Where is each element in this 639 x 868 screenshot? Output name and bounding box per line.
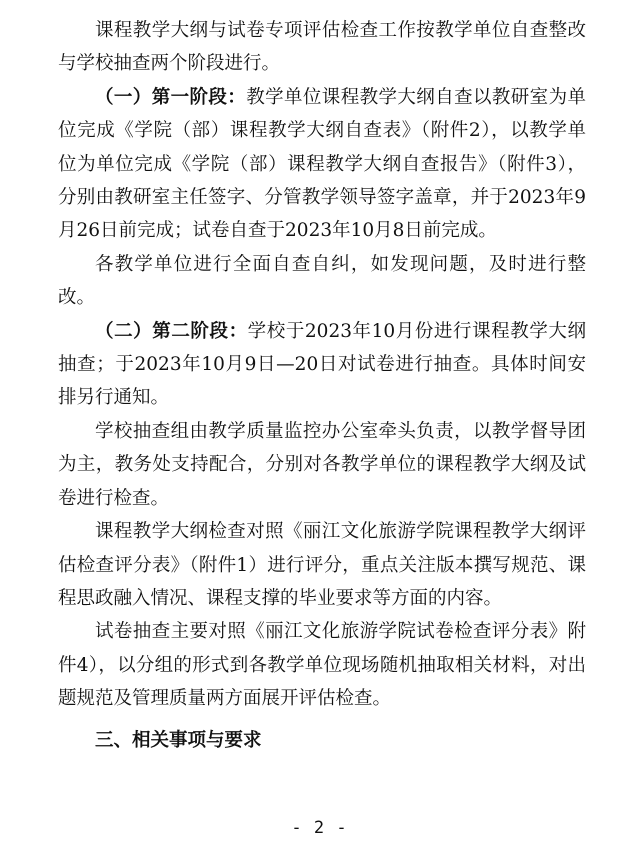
paragraph-syllabus-check — [58, 515, 586, 615]
paragraph-stage-two — [58, 315, 586, 415]
stage-one-heading: （一）第一阶段： — [95, 86, 247, 108]
paragraph-text: 试卷抽查主要对照《丽江文化旅游学院试卷检查评分表》附件4），以分组的形式到各教学单位现场随机抽取相关材料，对出题规范及管理质量两方面展开评估检查。 — [58, 621, 586, 710]
paragraph-text: 课程教学大纲检查对照《丽江文化旅游学院课程教学大纲评估检查评分表》（附件1）进行评分，重点关注版本撰写规范、课程思政融入情况、课程支撑的毕业要求等方面的内容。 — [58, 521, 586, 609]
document-body — [58, 14, 586, 758]
paragraph-self-correction — [58, 248, 586, 315]
paragraph-text: 各教学单位进行全面自查自纠，如发现问题，及时进行整改。 — [58, 253, 586, 309]
paragraph-text: 学校抽查组由教学质量监控办公室牵头负责，以教学督导团为主，教务处支持配合，分别对各教学单位的课程教学大纲及试卷进行检查。 — [58, 420, 586, 509]
paragraph-inspection-team — [58, 415, 586, 515]
paragraph-text: 课程教学大纲与试卷专项评估检查工作按教学单位自查整改与学校抽查两个阶段进行。 — [58, 20, 586, 75]
paragraph-text: 教学单位课程教学大纲自查以教研室为单位完成《学院（部）课程教学大纲自查表》（附件2），以教学单位为单位完成《学院（部）课程教学大纲自查报告》（附件3），分别由教研室主任签字、分管教学领导签字盖章，并于2023年9月26日前完成；试卷自查于2023年10月8日前完成。 — [58, 86, 586, 242]
section-heading: 三、相关事项与要求 — [95, 729, 262, 751]
paragraph-text: 学校于2023年10月份进行课程教学大纲抽查；于2023年10月9日—20日对试卷进行抽查。具体时间安排另行通知。 — [58, 320, 586, 409]
paragraph-overview — [58, 14, 586, 81]
paragraph-exam-check — [58, 615, 586, 715]
paragraph-stage-one — [58, 81, 586, 248]
page-number: - 2 - — [291, 818, 348, 838]
stage-two-heading: （二）第二阶段： — [95, 320, 248, 342]
